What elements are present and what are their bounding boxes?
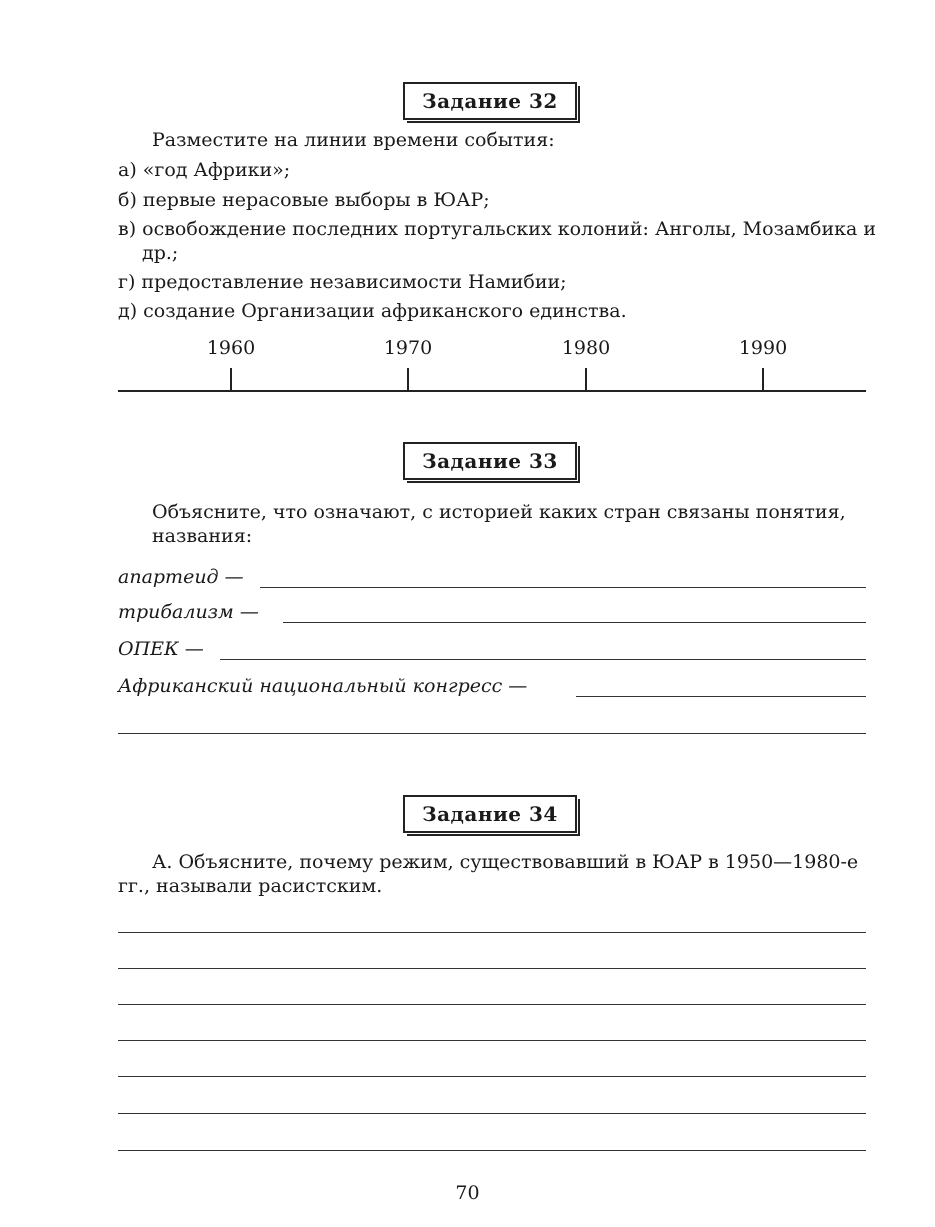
answer-line-anc[interactable] <box>576 696 866 697</box>
answer-line-anc-continued[interactable] <box>118 733 866 734</box>
term-tribalism: трибализм — <box>118 601 263 623</box>
answer-line-tribalism[interactable] <box>283 622 866 623</box>
task-33-heading: Задание 33 <box>403 442 577 480</box>
timeline-label-1990: 1990 <box>738 337 788 359</box>
term-row-opec <box>118 638 866 664</box>
term-row-anc <box>118 675 866 701</box>
timeline-label-1960: 1960 <box>206 337 256 359</box>
task-32-item-a: а) «год Африки»; <box>118 159 291 181</box>
term-opec: ОПЕК — <box>118 638 208 660</box>
timeline-tick-1970 <box>407 368 409 391</box>
term-apartheid: апартеид — <box>118 566 248 588</box>
answer-line[interactable] <box>118 1040 866 1041</box>
task-32-intro: Разместите на линии времени события: <box>152 129 555 151</box>
answer-line-opec[interactable] <box>220 659 866 660</box>
answer-line[interactable] <box>118 932 866 933</box>
task-32-item-e: д) создание Организации африканского единства. <box>118 300 627 322</box>
task-34-question: А. Объясните, почему режим, существовавший в ЮАР в 1950—1980-е гг., называли расистским. <box>118 851 859 897</box>
answer-line[interactable] <box>118 1150 866 1151</box>
timeline-axis <box>118 390 866 392</box>
task-32-item-b: б) первые нерасовые выборы в ЮАР; <box>118 189 490 211</box>
timeline-tick-1990 <box>762 368 764 391</box>
answer-line-apartheid[interactable] <box>260 587 866 588</box>
page-number: 70 <box>455 1182 480 1204</box>
timeline-label-1980: 1980 <box>561 337 611 359</box>
term-anc: Африканский национальный конгресс — <box>118 675 531 697</box>
answer-line[interactable] <box>118 968 866 969</box>
term-row-apartheid <box>118 566 866 592</box>
task-32-item-c: в) освобождение последних португальских колоний: Анголы, Мозамбика и др.; <box>118 218 877 264</box>
answer-line[interactable] <box>118 1076 866 1077</box>
task-32-item-d: г) предоставление независимости Намибии; <box>118 271 567 293</box>
term-row-tribalism <box>118 601 866 627</box>
timeline-label-1970: 1970 <box>383 337 433 359</box>
answer-line[interactable] <box>118 1004 866 1005</box>
task-33-intro: Объясните, что означают, с историей каких стран связаны понятия, названия: <box>152 501 846 547</box>
task-34-heading: Задание 34 <box>403 795 577 833</box>
task-32-heading: Задание 32 <box>403 82 577 120</box>
timeline-tick-1980 <box>585 368 587 391</box>
answer-line[interactable] <box>118 1113 866 1114</box>
timeline-tick-1960 <box>230 368 232 391</box>
